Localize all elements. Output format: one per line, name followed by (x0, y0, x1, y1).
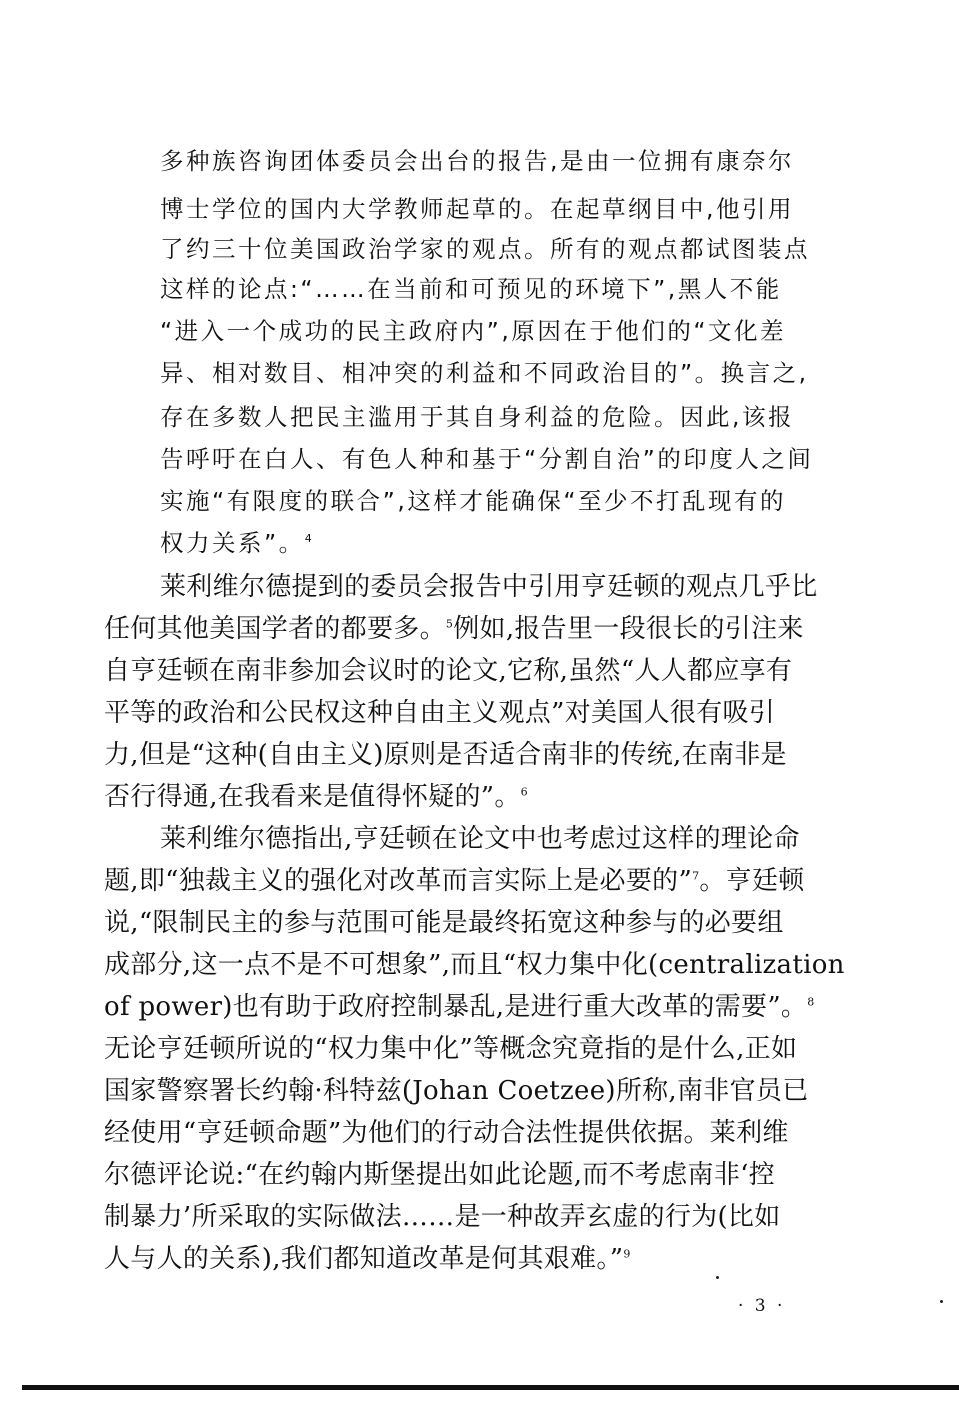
para2-line-4: 成部分,这一点不是不可想象”,而且“权力集中化(centralization (104, 950, 845, 980)
quote-line-5: “进入一个成功的民主政府内”,原因在于他们的“文化差 (160, 317, 786, 345)
scan-speck (940, 1300, 943, 1303)
para1-line-2 (104, 608, 804, 645)
para2-line-5-text: of power)也有助于政府控制暴乱,是进行重大改革的需要”。 (104, 992, 808, 1022)
para2-line-1: 莱利维尔德指出,亨廷顿在论文中也考虑过这样的理论命 (160, 824, 800, 854)
quote-line-9: 实施“有限度的联合”,这样才能确保“至少不打乱现有的 (160, 487, 786, 515)
para2-line-11-text: 人与人的关系),我们都知道改革是何其艰难。” (104, 1244, 624, 1274)
para1-line-1: 莱利维尔德提到的委员会报告中引用亨廷顿的观点几乎比 (160, 572, 818, 602)
para2-line-8: 经使用“亨廷顿命题”为他们的行动合法性提供依据。莱利维 (104, 1118, 789, 1148)
quote-line-3: 了约三十位美国政治学家的观点。所有的观点都试图装点 (160, 235, 810, 263)
para2-line-6: 无论亨廷顿所说的“权力集中化”等概念究竟指的是什么,正如 (104, 1034, 798, 1064)
para2-line-3: 说,“限制民主的参与范围可能是最终拓宽这种参与的必要组 (104, 908, 784, 938)
footnote-ref-5: 5 (445, 617, 454, 631)
para2-line-5 (104, 986, 815, 1023)
footnote-ref-4: 4 (304, 532, 315, 546)
scan-speck (716, 1276, 719, 1279)
footnote-ref-9: 9 (623, 1247, 631, 1261)
para1-line-6-text: 否行得通,在我看来是值得怀疑的”。 (104, 782, 521, 812)
quote-line-10-text: 权力关系”。 (160, 529, 305, 557)
para2-line-2 (104, 860, 805, 897)
footnote-ref-8: 8 (807, 995, 815, 1009)
bottom-rule (22, 1385, 959, 1390)
para1-line-2-tail: 例如,报告里一段很长的引注来 (453, 614, 804, 644)
footnote-ref-7: 7 (692, 869, 700, 883)
quote-line-1: 多种族咨询团体委员会出台的报告,是由一位拥有康奈尔 (160, 147, 794, 175)
quote-line-8: 告呼吁在白人、有色人种和基于“分割自治”的印度人之间 (160, 445, 814, 473)
para2-line-9: 尔德评论说:“在约翰内斯堡提出如此论题,而不考虑南非‘控 (104, 1160, 775, 1190)
quote-line-10 (160, 524, 314, 558)
para1-line-5: 力,但是“这种(自由主义)原则是否适合南非的传统,在南非是 (104, 740, 787, 770)
para2-line-11 (104, 1238, 631, 1275)
quote-line-7: 存在多数人把民主滥用于其自身利益的危险。因此,该报 (160, 403, 794, 431)
para1-line-6 (104, 776, 528, 813)
quote-line-4: 这样的论点:“……在当前和可预见的环境下”,黑人不能 (160, 275, 782, 303)
para1-line-3: 自亨廷顿在南非参加会议时的论文,它称,虽然“人人都应享有 (104, 656, 793, 686)
para2-line-10: 制暴力’所采取的实际做法……是一种故弄玄虚的行为(比如 (104, 1202, 781, 1232)
para2-line-2-text: 题,即“独裁主义的强化对改革而言实际上是必要的” (104, 866, 693, 896)
para1-line-2-text: 任何其他美国学者的都要多。 (104, 614, 446, 644)
para2-line-7: 国家警察署长约翰·科特兹(Johan Coetzee)所称,南非官员已 (104, 1076, 809, 1106)
footnote-ref-6: 6 (520, 785, 528, 799)
page-number: · 3 · (738, 1296, 786, 1316)
quote-line-2: 博士学位的国内大学教师起草的。在起草纲目中,他引用 (160, 195, 794, 223)
quote-line-6: 异、相对数目、相冲突的利益和不同政治目的”。换言之, (160, 359, 809, 387)
para2-line-2-tail: 。亨廷顿 (699, 866, 805, 896)
para1-line-4: 平等的政治和公民权这种自由主义观点”对美国人很有吸引 (104, 698, 776, 728)
